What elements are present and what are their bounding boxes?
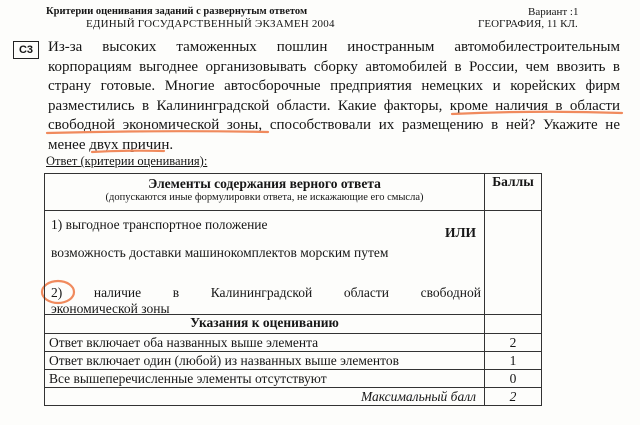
criteria-table	[44, 173, 542, 406]
table-row	[45, 334, 542, 352]
answer-elements-cell	[45, 211, 485, 315]
answer-label: Ответ (критерии оценивания):	[46, 154, 208, 168]
answer-item-2-num: 2)	[51, 285, 63, 300]
table-row	[45, 352, 542, 370]
underline-mark-2	[47, 131, 268, 133]
question-text-end: .	[169, 136, 174, 153]
row-label: Ответ включает один (любой) из названных выше элементов	[45, 352, 485, 370]
answer-item-2-word: свободной	[420, 285, 481, 300]
answer-item-2	[51, 285, 481, 301]
answer-item-2-word: Калининградской	[210, 285, 313, 300]
answer-item-1: 1) выгодное транспортное положение	[51, 217, 268, 232]
elements-header-title: Элементы содержания верного ответа	[148, 176, 381, 191]
answer-item-2-word: в	[172, 285, 180, 300]
row-label: Все вышеперечисленные элементы отсутствуют	[45, 370, 485, 388]
header-variant: Вариант :1	[528, 6, 579, 18]
answer-item-2-cont: экономической зоны	[51, 301, 170, 316]
points-blank-cell	[485, 211, 542, 315]
instructions-blank-cell	[485, 315, 542, 334]
header-exam: ЕДИНЫЙ ГОСУДАРСТВЕННЫЙ ЭКЗАМЕН 2004	[86, 18, 335, 30]
answer-item-1-alt: возможность доставки машинокомплектов морским путем	[51, 245, 389, 260]
row-points: 0	[485, 370, 542, 388]
question-highlight-sez: кроме наличия в области свободной экономической зоны	[48, 97, 620, 134]
max-label: Максимальный балл	[45, 388, 485, 406]
question-highlight-reasons: двух причин	[89, 136, 170, 153]
points-header: Баллы	[485, 174, 542, 211]
instructions-title: Указания к оцениванию	[45, 315, 485, 334]
elements-header	[45, 174, 485, 211]
max-row	[45, 388, 542, 406]
row-label: Ответ включает оба названных выше элемента	[45, 334, 485, 352]
answer-item-2-word: наличие	[93, 285, 142, 300]
header-title: Критерии оценивания заданий с развернутым ответом	[46, 6, 308, 17]
or-label: ИЛИ	[444, 225, 476, 240]
max-points: 2	[485, 388, 542, 406]
row-points: 1	[485, 352, 542, 370]
task-code: С3	[13, 41, 39, 59]
question-text-before: Из-за высоких таможенных пошлин иностранным автомобилестроительным корпорациям выгоднее организовывать сборку автомобилей в России, чем ввозить в страну готовые. Многие автосборочные предприятия немецких и корейских фирм разместились в Калининградской области. Какие факторы,	[48, 39, 620, 114]
header-subject: ГЕОГРАФИЯ, 11 КЛ.	[478, 18, 578, 30]
underline-mark-1	[452, 112, 622, 114]
answer-item-2-word: области	[343, 285, 390, 300]
question-text-middle: , способствовали их размещению в ней? Укажите не менее	[48, 117, 620, 153]
table-row	[45, 370, 542, 388]
elements-header-note: (допускаются иные формулировки ответа, не искажающие его смысла)	[105, 192, 424, 203]
underline-mark-3	[92, 151, 164, 152]
row-points: 2	[485, 334, 542, 352]
